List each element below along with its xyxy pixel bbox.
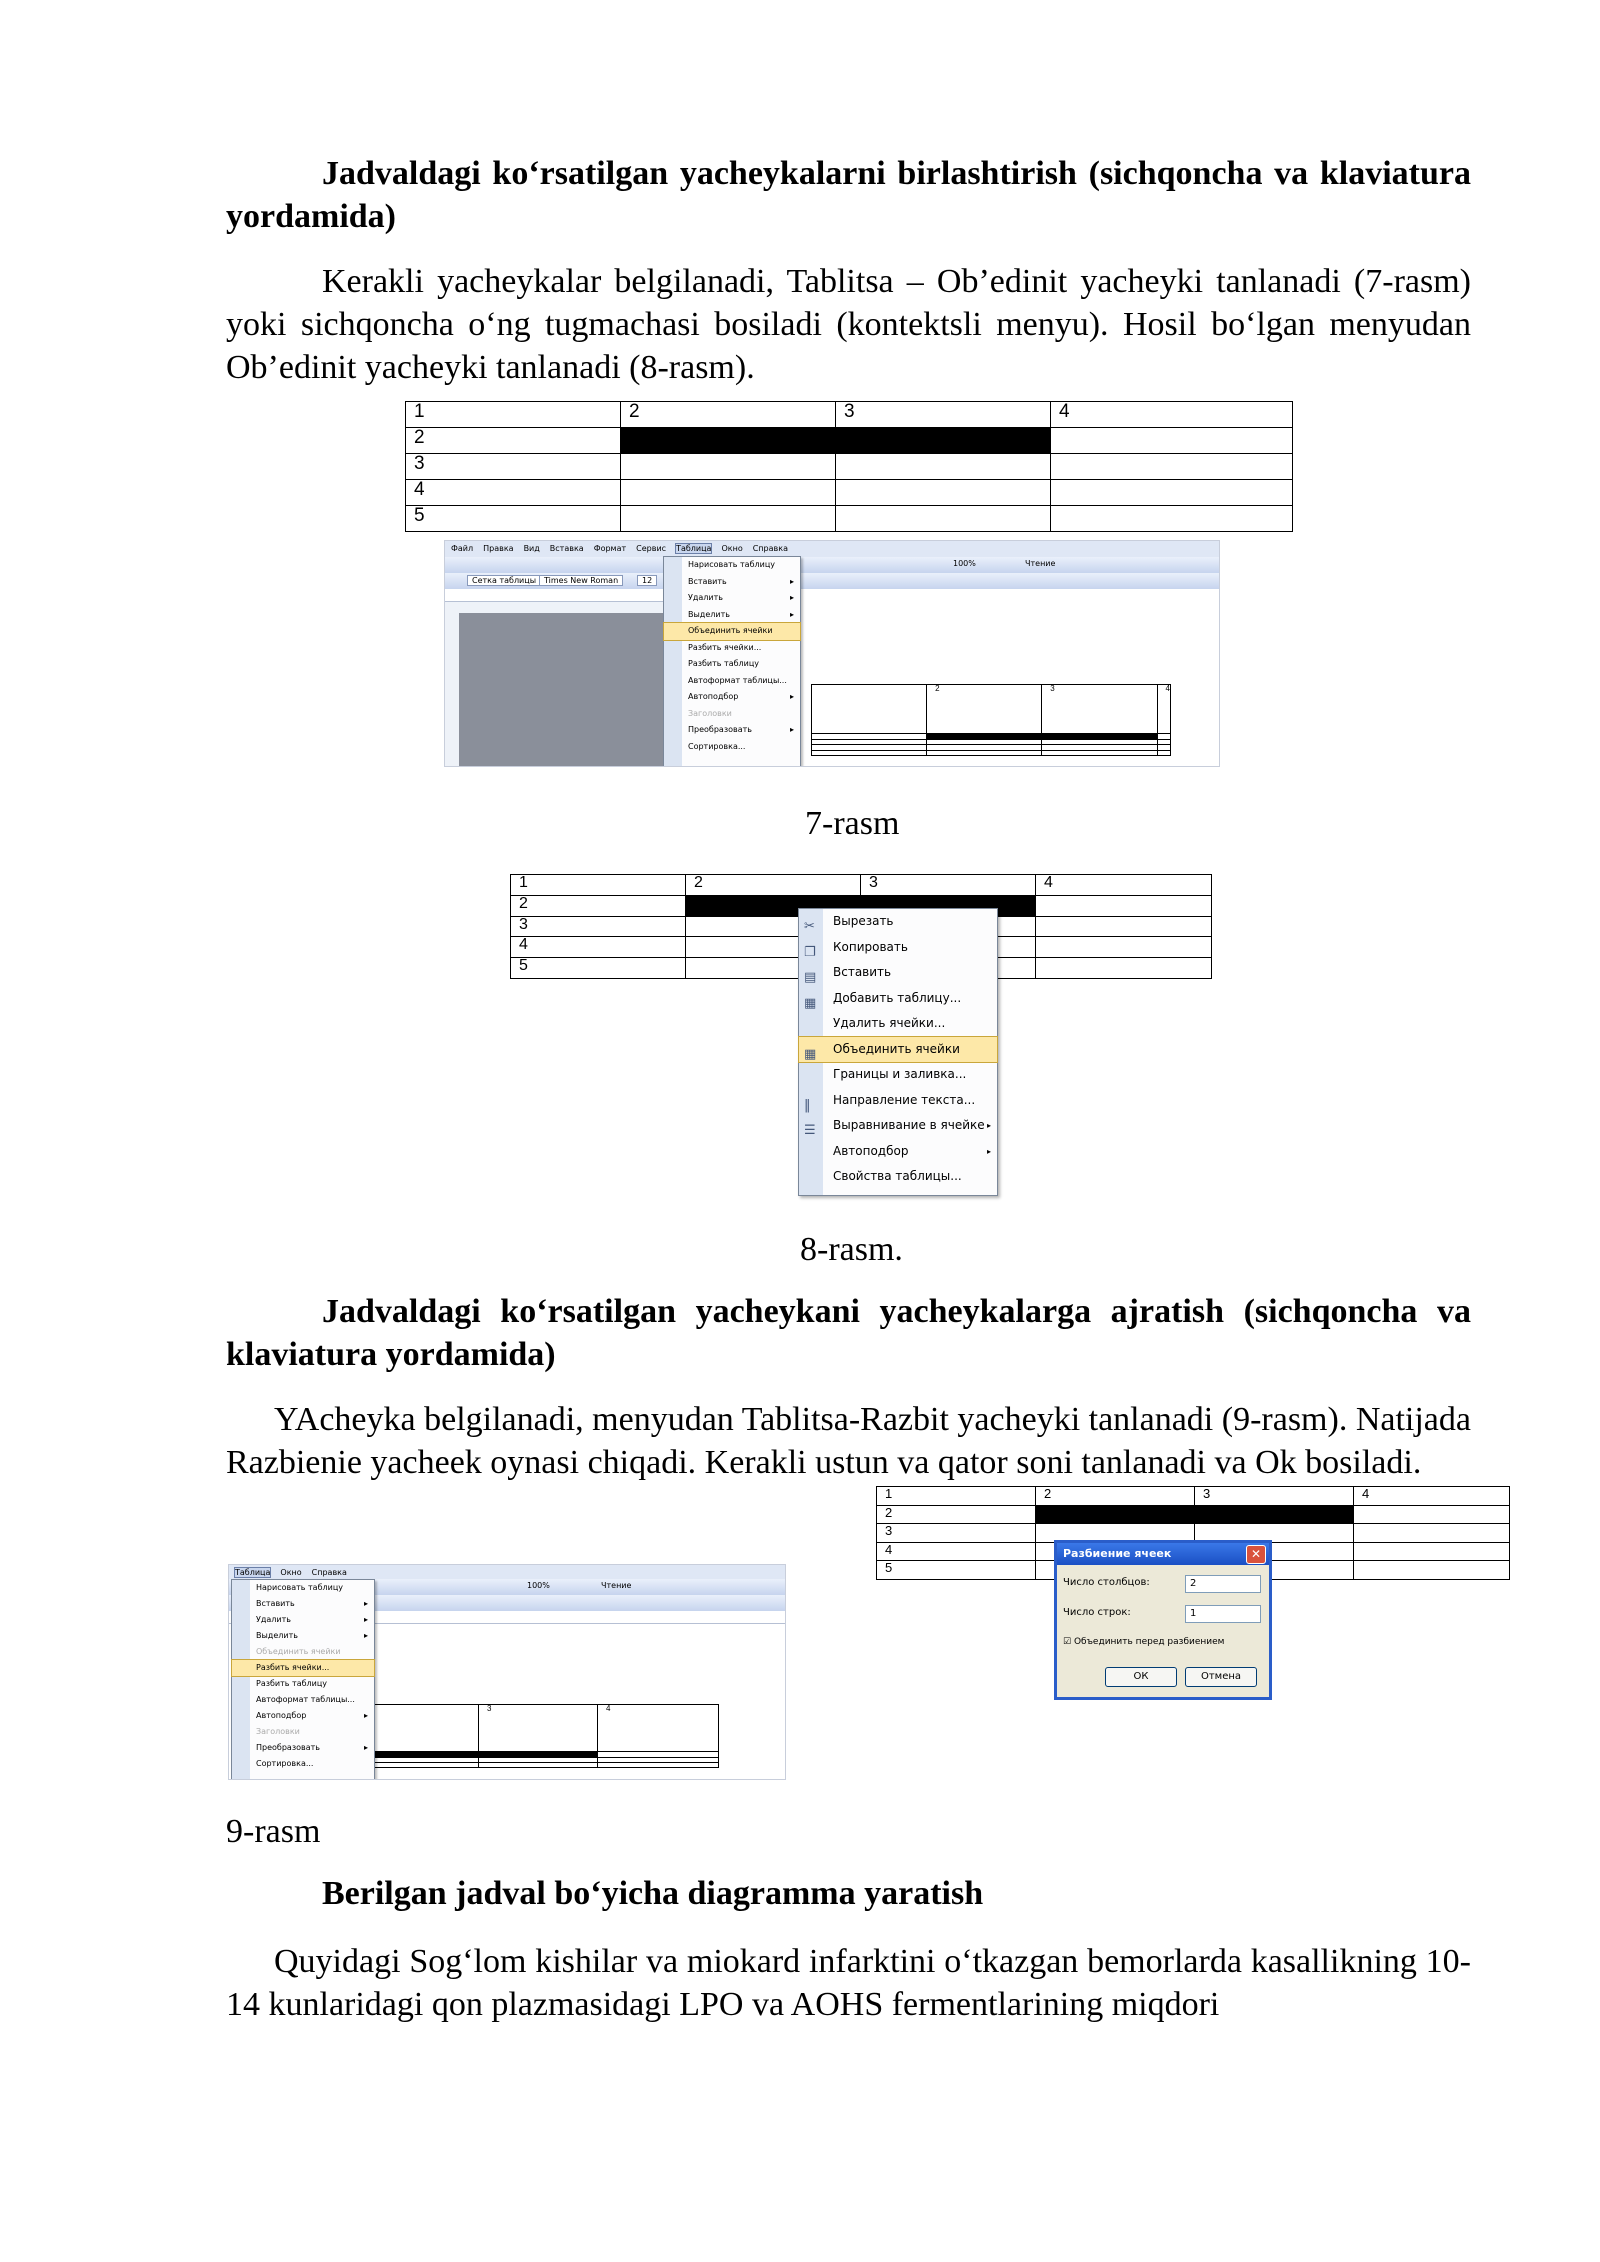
- ctx-merge-cells[interactable]: ▦ Объединить ячейки: [799, 1037, 997, 1063]
- selected-cell: [836, 428, 1051, 454]
- menu-item[interactable]: Выделить ▸: [664, 607, 800, 624]
- menu-item[interactable]: Вставить ▸: [664, 574, 800, 591]
- dialog-titlebar: Разбиение ячеек ✕: [1057, 1543, 1269, 1565]
- split-cells-dialog: [1054, 1540, 1272, 1700]
- rows-input[interactable]: 1: [1185, 1605, 1261, 1623]
- menu-item: Объединить ячейки: [256, 1647, 341, 1656]
- read-button[interactable]: Чтение: [601, 1581, 632, 1590]
- text-direction-icon: ‖: [804, 1097, 811, 1113]
- menu-item[interactable]: Разбить ячейки...: [688, 642, 762, 652]
- menu-edit[interactable]: Правка: [483, 544, 514, 553]
- menu-help[interactable]: Справка: [311, 1568, 347, 1577]
- menu-item[interactable]: Выделить ▸: [232, 1628, 374, 1644]
- menu-item[interactable]: Автоформат таблицы...: [688, 675, 787, 685]
- menu-item[interactable]: Сортировка...: [256, 1759, 314, 1768]
- menu-format[interactable]: Формат: [593, 544, 627, 553]
- menu-item[interactable]: Преобразовать ▸: [232, 1740, 374, 1756]
- menu-item-split-cells[interactable]: Разбить ячейки...: [232, 1660, 374, 1676]
- ctx-cell-alignment[interactable]: ☰ Выравнивание в ячейке ▸: [799, 1113, 997, 1139]
- menu-table[interactable]: Таблица: [676, 544, 712, 553]
- figure-9-left-screenshot: [228, 1564, 786, 1780]
- section-heading-split: Jadvaldagi ko‘rsatilgan yacheykani yacheykalarga ajratish (sichqoncha va klaviatura yordamida): [226, 1293, 1471, 1373]
- menu-item[interactable]: Разбить таблицу: [688, 659, 760, 668]
- scissors-icon: ✂: [804, 919, 815, 934]
- copy-icon: ❐: [804, 944, 816, 960]
- table-icon: ▦: [804, 995, 817, 1011]
- figure-9-caption: 9-rasm: [226, 1813, 321, 1850]
- menu-item[interactable]: Вставить ▸: [232, 1596, 374, 1612]
- columns-label: Число столбцов:: [1063, 1577, 1150, 1588]
- menu-insert[interactable]: Вставка: [549, 544, 584, 553]
- formatting-toolbar: [445, 573, 1219, 590]
- table-dropdown-menu: [663, 556, 801, 767]
- menu-item[interactable]: Автоподбор ▸: [232, 1708, 374, 1724]
- example-table-right: 1 2 3 4 2 3 4 5: [876, 1486, 1510, 1580]
- menu-item: Заголовки: [256, 1727, 300, 1736]
- ctx-copy[interactable]: ❐ Копировать: [799, 935, 997, 961]
- menu-item[interactable]: Автоподбор ▸: [664, 689, 800, 706]
- size-box[interactable]: 12: [637, 575, 657, 586]
- cancel-button[interactable]: Отмена: [1185, 1667, 1257, 1687]
- figure-7-caption: 7-rasm: [805, 805, 900, 842]
- close-icon[interactable]: ✕: [1246, 1545, 1266, 1564]
- merge-before-split-checkbox[interactable]: ☑ Объединить перед разбиением: [1063, 1637, 1225, 1647]
- menu-window[interactable]: Окно: [721, 544, 743, 553]
- menu-item[interactable]: Сортировка...: [688, 741, 746, 751]
- menu-item[interactable]: Разбить таблицу: [256, 1679, 328, 1688]
- ctx-add-table[interactable]: ▦ Добавить таблицу...: [799, 986, 997, 1012]
- menu-help[interactable]: Справка: [752, 544, 788, 553]
- rows-label: Число строк:: [1063, 1607, 1131, 1618]
- menu-table[interactable]: Таблица: [235, 1568, 271, 1577]
- section-heading-merge: Jadvaldagi ko‘rsatilgan yacheykalarni birlashtirish (sichqoncha va klaviatura yordamida): [226, 155, 1471, 235]
- table-dropdown-menu: [231, 1579, 375, 1780]
- mini-table: 3 4: [359, 1704, 719, 1768]
- figure-8-caption: 8-rasm.: [800, 1231, 903, 1268]
- page-gray-area: [459, 613, 669, 766]
- menu-file[interactable]: Файл: [451, 544, 474, 553]
- menu-bar: [445, 541, 1219, 557]
- ctx-table-properties[interactable]: Свойства таблицы...: [833, 1169, 962, 1183]
- menu-item-merge-cells[interactable]: Объединить ячейки: [664, 623, 800, 640]
- merge-cells-icon: ▦: [804, 1046, 817, 1062]
- example-table-mid: 1 2 3 4 2 3 4 5: [510, 874, 1212, 979]
- menu-item[interactable]: Преобразовать ▸: [664, 722, 800, 739]
- table-cell: 2: [621, 402, 836, 428]
- section-body-merge: Kerakli yacheykalar belgilanadi, Tablitsa – Ob’edinit yacheyki tanlanadi (7-rasm) yoki sichqoncha o‘ng tugmachasi bosiladi (kontektsli menyu). Hosil bo‘lgan menyudan Ob’edinit yacheyki tanlanadi (8-rasm).: [226, 263, 1471, 386]
- menu-item: Заголовки: [688, 708, 732, 718]
- standard-toolbar: [445, 557, 1219, 574]
- style-box[interactable]: Сетка таблицы: [467, 575, 541, 586]
- menu-window[interactable]: Окно: [280, 1568, 302, 1577]
- mini-table: 2 3 4: [811, 684, 1171, 756]
- context-menu: [798, 908, 998, 1196]
- section-heading-chart: Berilgan jadval bo‘yicha diagramma yaratish: [322, 1875, 984, 1912]
- table-cell: 3: [406, 454, 621, 480]
- selected-cell: [621, 428, 836, 454]
- menu-item[interactable]: Автоформат таблицы...: [256, 1695, 355, 1704]
- table-cell: [1051, 428, 1293, 454]
- table-cell: 4: [1051, 402, 1293, 428]
- menu-item[interactable]: Нарисовать таблицу: [688, 560, 776, 569]
- ok-button[interactable]: ОК: [1105, 1667, 1177, 1687]
- section-body-split: YAcheyka belgilanadi, menyudan Tablitsa-Razbit yacheyki tanlanadi (9-rasm). Natijada Razbienie yacheek oynasi chiqadi. Kerakli ustun va qator soni tanlanadi va Ok bosiladi.: [226, 1401, 1471, 1481]
- example-table-top: [405, 401, 1293, 532]
- ctx-delete-cells[interactable]: Удалить ячейки...: [833, 1016, 946, 1030]
- table-cell: 5: [406, 506, 621, 532]
- section-body-chart: Quyidagi Sog‘lom kishilar va miokard infarktini o‘tkazgan bemorlarda kasallikning 10-14 kunlaridagi qon plazmasidagi LPO va AOHS fermentlarining miqdori: [226, 1943, 1471, 2023]
- align-icon: ☰: [804, 1123, 816, 1138]
- ctx-cut[interactable]: ✂ Вырезать: [799, 909, 997, 935]
- menu-tools[interactable]: Сервис: [636, 544, 667, 553]
- table-cell: 2: [406, 428, 621, 454]
- zoom-box[interactable]: 100%: [953, 559, 976, 568]
- menu-item[interactable]: Нарисовать таблицу: [256, 1583, 344, 1592]
- ctx-borders[interactable]: Границы и заливка...: [833, 1067, 967, 1081]
- menu-item[interactable]: Удалить ▸: [232, 1612, 374, 1628]
- columns-input[interactable]: 2: [1185, 1575, 1261, 1593]
- paste-icon: ▤: [804, 970, 817, 985]
- ctx-text-direction[interactable]: ‖ Направление текста...: [799, 1088, 997, 1114]
- menu-view[interactable]: Вид: [523, 544, 540, 553]
- ctx-autofit[interactable]: Автоподбор ▸: [799, 1139, 997, 1165]
- table-cell: 1: [406, 402, 621, 428]
- table-cell: 3: [836, 402, 1051, 428]
- table-cell: 4: [406, 480, 621, 506]
- menu-item[interactable]: Удалить ▸: [664, 590, 800, 607]
- ctx-paste[interactable]: ▤ Вставить: [799, 960, 997, 986]
- font-box[interactable]: Times New Roman: [539, 575, 623, 586]
- zoom-box[interactable]: 100%: [527, 1581, 550, 1590]
- read-button[interactable]: Чтение: [1025, 559, 1056, 568]
- figure-7-screenshot: [444, 540, 1220, 767]
